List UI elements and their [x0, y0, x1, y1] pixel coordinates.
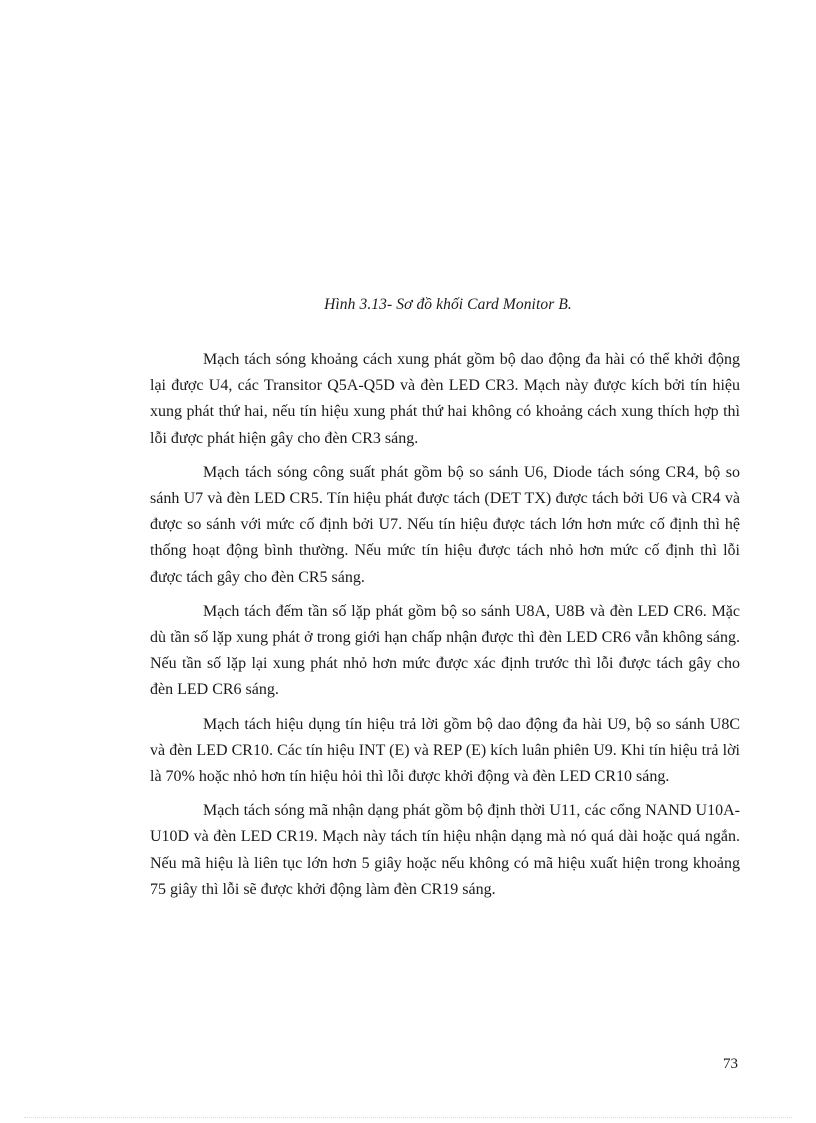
paragraph-ident-code: Mạch tách sóng mã nhận dạng phát gồm bộ định thời U11, các cổng NAND U10A-U10D và đèn LED CR19. Mạch này tách tín hiệu nhận dạng mà nó quá dài hoặc quá ngắn. Nếu mã hiệu là liên tục lớn hơn 5 giây hoặc nếu không có mã hiệu xuất hiện trong khoảng 75 giây thì lỗi sẽ được khởi động làm đèn CR19 sáng. — [150, 802, 740, 898]
bottom-divider — [24, 1117, 792, 1118]
paragraph-reply-efficiency: Mạch tách hiệu dụng tín hiệu trả lời gồm bộ dao động đa hài U9, bộ so sánh U8C và đèn LED CR10. Các tín hiệu INT (E) và REP (E) kích luân phiên U9. Khi tín hiệu trả lời là 70% hoặc nhỏ hơn tín hiệu hỏi thì lỗi được khởi động và đèn LED CR10 sáng. — [150, 715, 740, 786]
body-text — [150, 347, 740, 911]
page-number: 73 — [723, 1056, 738, 1072]
figure-caption: Hình 3.13- Sơ đồ khối Card Monitor B. — [324, 296, 572, 313]
paragraph-tx-prf: Mạch tách đếm tần số lặp phát gồm bộ so sánh U8A, U8B và đèn LED CR6. Mặc dù tần số lặp xung phát ở trong giới hạn chấp nhận được thì đèn LED CR6 vẫn không sáng. Nếu tần số lặp lại xung phát nhỏ hơn mức được xác định trước thì lỗi được tách gây cho đèn LED CR6 sáng. — [150, 602, 740, 699]
paragraph-tx-pulse-spacing: Mạch tách sóng khoảng cách xung phát gồm bộ dao động đa hài có thể khởi động lại được U4, các Transitor Q5A-Q5D và đèn LED CR3. Mạch này được kích bởi tín hiệu xung phát thứ hai, nếu tín hiệu xung phát thứ hai không có khoảng cách xung thích hợp thì lỗi được phát hiện gây cho đèn CR3 sáng. — [150, 351, 740, 447]
paragraph-tx-power: Mạch tách sóng công suất phát gồm bộ so sánh U6, Diode tách sóng CR4, bộ so sánh U7 và đèn LED CR5. Tín hiệu phát được tách (DET TX) được tách bởi U6 và CR4 và được so sánh với mức cố định bởi U7. Nếu tín hiệu được tách lớn hơn mức cố định thì hệ thống hoạt động bình thường. Nếu mức tín hiệu được tách nhỏ hơn mức cố định thì lỗi được tách gây cho đèn CR5 sáng. — [150, 463, 740, 586]
